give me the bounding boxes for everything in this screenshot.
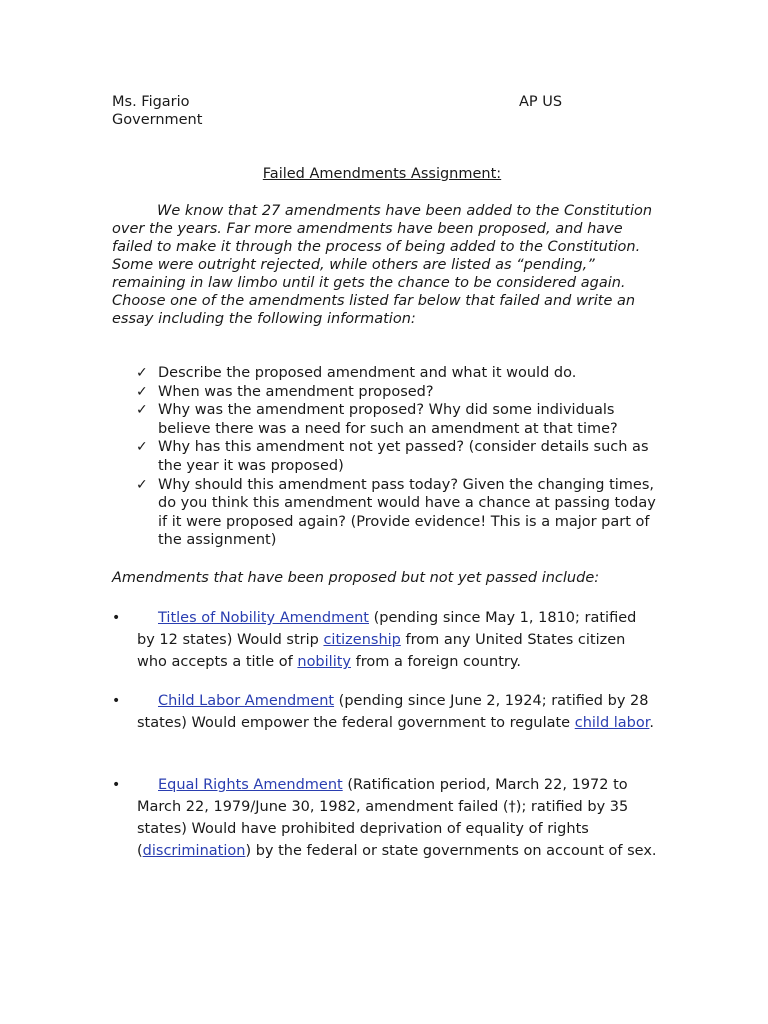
amendment-item-equal-rights (112, 774, 657, 862)
checklist-text: Why has this amendment not yet passed? (consider details such as the year it was proposed) (158, 439, 649, 474)
amendment-detail: (pending since May 1, 1810; ratified by 12 states) Would strip (137, 610, 637, 648)
checklist-text: Describe the proposed amendment and what it would do. (158, 365, 577, 381)
checkmark-icon: ✓ (136, 439, 148, 456)
course-name-part1: AP US (519, 94, 563, 110)
checklist-item (112, 438, 657, 475)
checklist-item (112, 383, 657, 402)
requirements-checklist (112, 364, 657, 550)
bullet-icon: • (112, 610, 121, 626)
amendment-detail: (pending since June 2, 1924; ratified by 28 states) Would empower the federal government to regulate (137, 693, 649, 731)
bullet-icon: • (112, 693, 121, 709)
amendment-text (137, 774, 657, 862)
amendment-detail: from a foreign country. (351, 654, 522, 670)
discrimination-link[interactable]: discrimination (142, 843, 246, 859)
checklist-text: Why was the amendment proposed? Why did some individuals believe there was a need for such an amendment at that time? (158, 402, 618, 437)
amendment-item-titles-of-nobility (112, 607, 657, 673)
child-labor-amendment-link[interactable]: Child Labor Amendment (158, 693, 335, 709)
bullet-icon: • (112, 777, 121, 793)
assignment-title: Failed Amendments Assignment: (262, 166, 502, 182)
checkmark-icon: ✓ (136, 476, 148, 493)
amendment-text (137, 690, 657, 734)
intro-paragraph: We know that 27 amendments have been added to the Constitution over the years. Far more amendments have been proposed, and have failed to make it through the process of being added to the Constitution. Some were outright rejected, while others are listed as “pending,” remaining in law limbo until it gets the chance to be considered again. Choose one of the amendments listed far below that failed and write an essay including the following information: (112, 203, 653, 327)
checklist-item (112, 364, 657, 383)
amendment-detail: . (649, 715, 654, 731)
teacher-name: Ms. Figario (112, 94, 190, 110)
course-name-part2: Government (112, 112, 203, 128)
checklist-text: When was the amendment proposed? (158, 383, 434, 400)
checklist-item (112, 401, 657, 438)
child-labor-link[interactable]: child labor (574, 715, 650, 731)
equal-rights-amendment-link[interactable]: Equal Rights Amendment (158, 777, 343, 793)
amendment-item-child-labor (112, 690, 657, 734)
nobility-link[interactable]: nobility (297, 654, 351, 670)
checklist-text: Why should this amendment pass today? Given the changing times, do you think this amendment would have a chance at passing today if it were proposed again? (Provide evidence! This is a major part of the assignment) (158, 476, 656, 549)
checkmark-icon: ✓ (136, 383, 148, 400)
titles-of-nobility-link[interactable]: Titles of Nobility Amendment (158, 610, 369, 626)
amendment-detail: from any United States citizen who accepts a title of (137, 632, 626, 670)
amendments-subheading: Amendments that have been proposed but not yet passed include: (112, 570, 600, 586)
checkmark-icon: ✓ (136, 402, 148, 419)
amendment-detail: (Ratification period, March 22, 1972 to March 22, 1979/June 30, 1982, amendment failed (†); ratified by 35 states) Would have prohibited deprivation of equality of rights ( (137, 777, 629, 859)
amendment-text (137, 607, 657, 673)
amendment-detail: ) by the federal or state governments on account of sex. (245, 843, 657, 859)
checklist-item (112, 476, 657, 550)
checkmark-icon: ✓ (136, 365, 148, 381)
citizenship-link[interactable]: citizenship (323, 632, 401, 648)
